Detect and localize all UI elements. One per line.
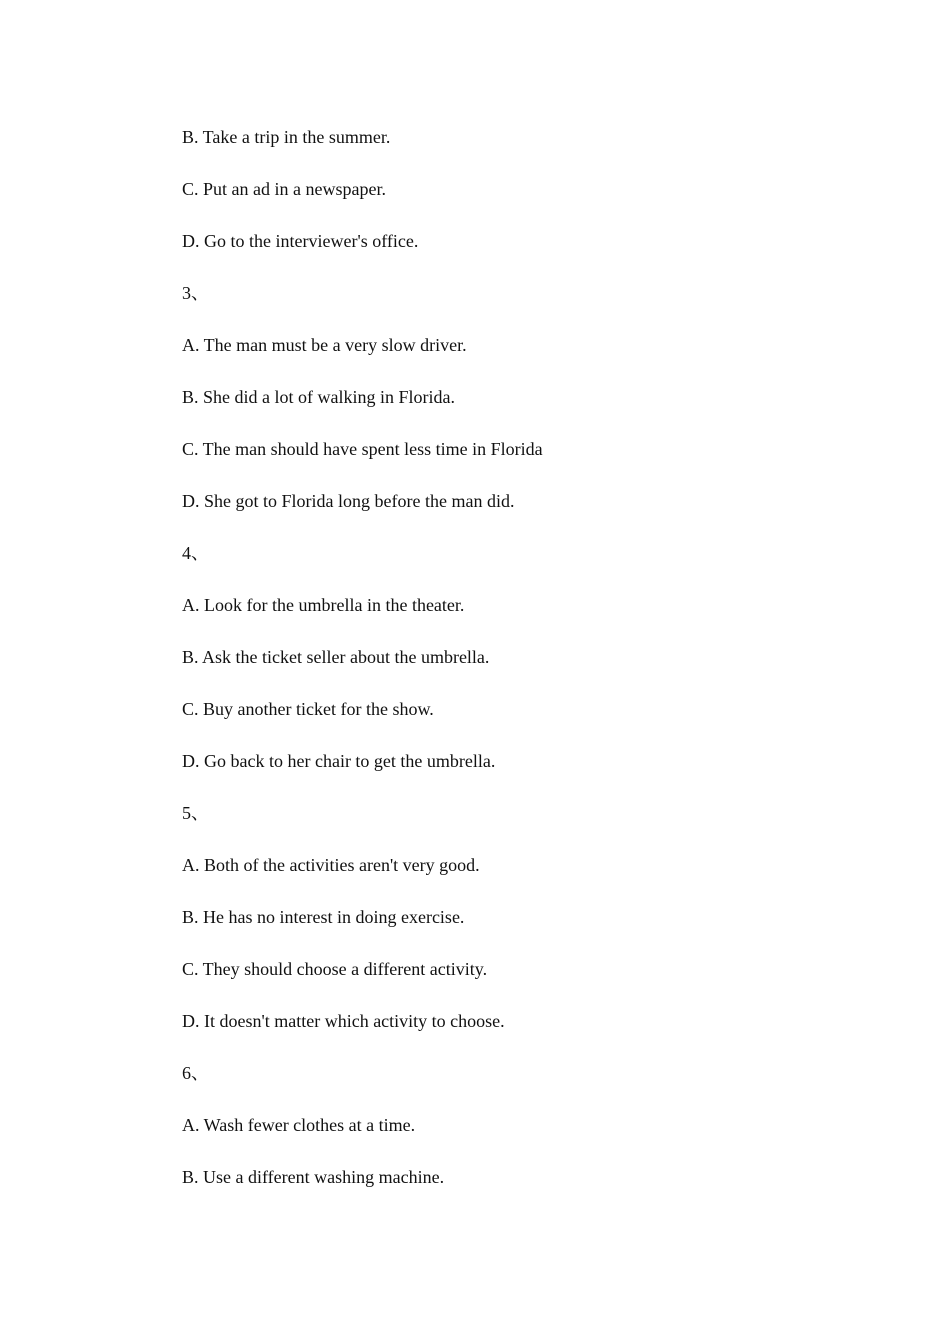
option-line: D. She got to Florida long before the man did. [182,491,515,511]
option-line: B. He has no interest in doing exercise. [182,907,465,927]
option-line: A. Wash fewer clothes at a time. [182,1115,416,1135]
option-line: D. It doesn't matter which activity to choose. [182,1011,505,1031]
option-line: B. She did a lot of walking in Florida. [182,387,455,407]
question-number: 4、 [182,543,209,563]
question-number: 5、 [182,803,209,823]
option-line: C. Buy another ticket for the show. [182,699,434,719]
option-line: D. Go back to her chair to get the umbrella. [182,751,496,771]
option-line: B. Ask the ticket seller about the umbrella. [182,647,490,667]
question-options-list [182,124,882,1216]
option-line: B. Use a different washing machine. [182,1167,445,1187]
option-line: C. Put an ad in a newspaper. [182,179,386,199]
option-line: C. The man should have spent less time in Florida [182,439,543,459]
question-number: 6、 [182,1063,209,1083]
question-number: 3、 [182,283,209,303]
option-line: D. Go to the interviewer's office. [182,231,419,251]
option-line: A. The man must be a very slow driver. [182,335,467,355]
option-line: A. Both of the activities aren't very good. [182,855,480,875]
option-line: B. Take a trip in the summer. [182,127,391,147]
option-line: C. They should choose a different activity. [182,959,488,979]
option-line: A. Look for the umbrella in the theater. [182,595,465,615]
